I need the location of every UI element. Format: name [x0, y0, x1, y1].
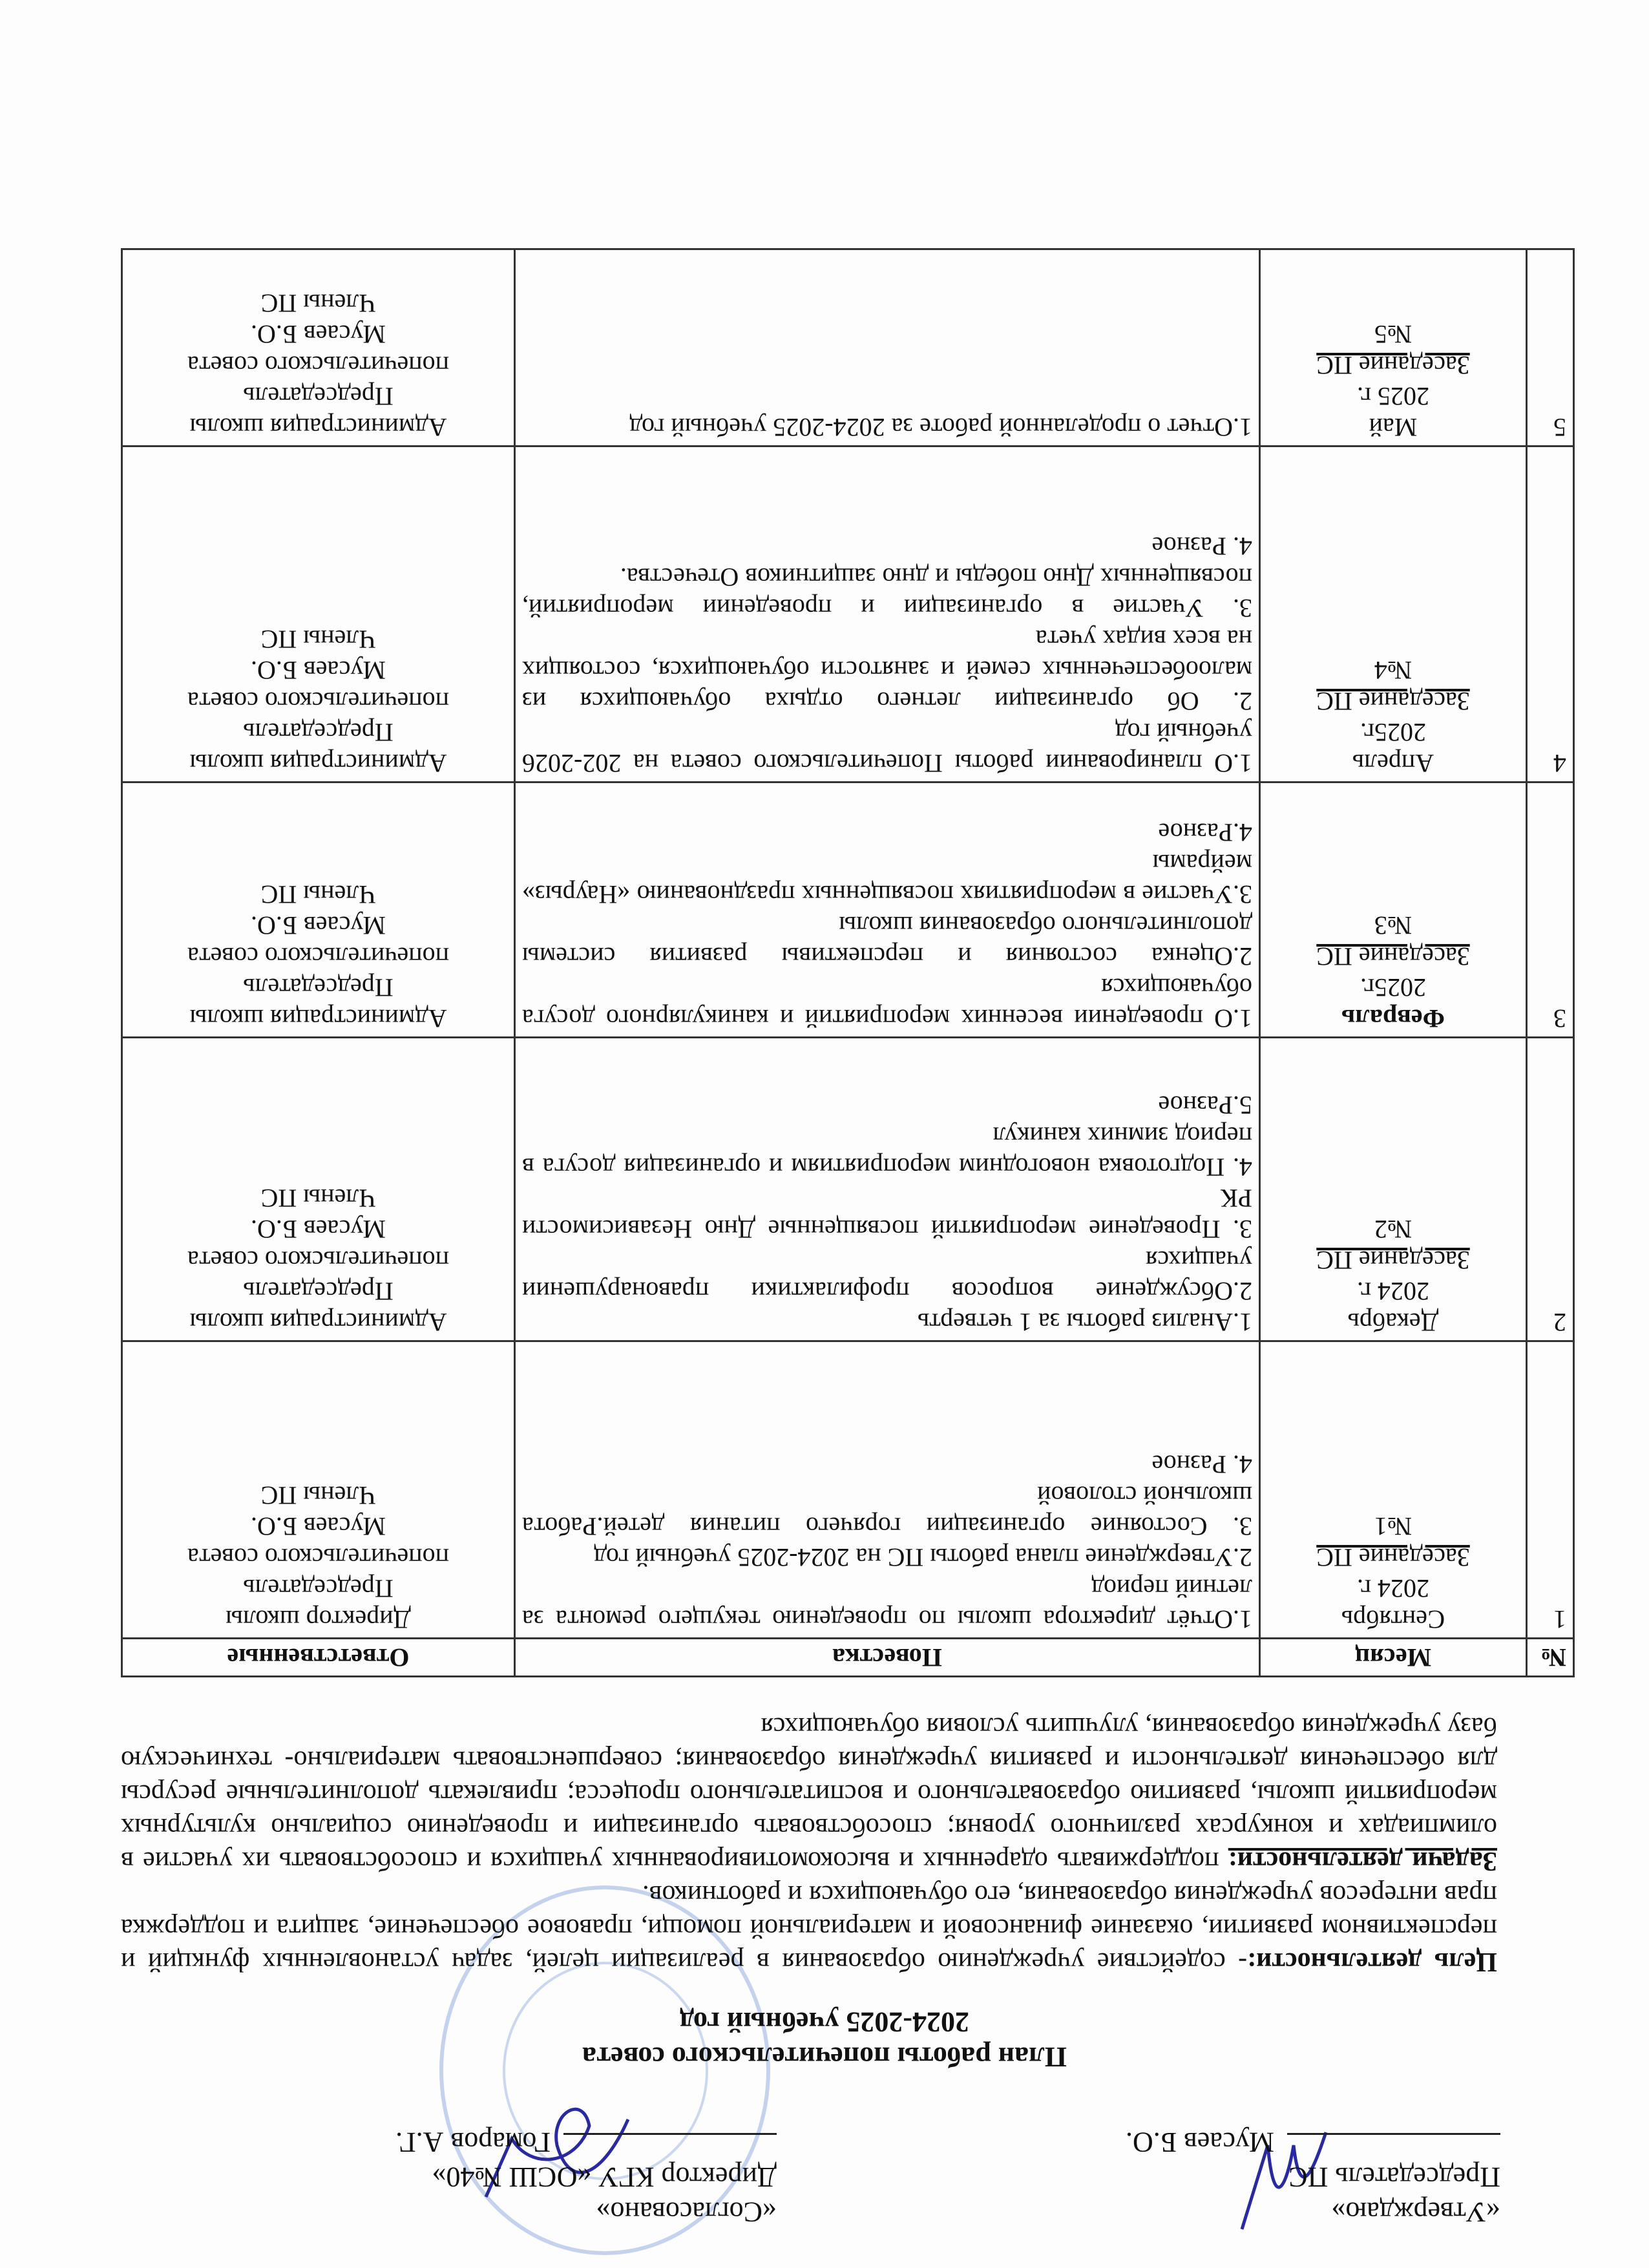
- year: 2024 г.: [1357, 1277, 1429, 1306]
- approve-role: Председатель ПС: [1288, 2161, 1500, 2193]
- responsible-item: Мусаев Б.О.: [250, 656, 386, 685]
- responsible-item: Председатель: [243, 1277, 394, 1306]
- agenda-cell: [515, 782, 1260, 1038]
- responsible-item: попечительского совета: [187, 942, 449, 971]
- table-row: [122, 782, 1574, 1038]
- agenda-item: 1.Анализ работы за 1 четверть: [917, 1308, 1252, 1337]
- meeting: Заседание ПС: [1316, 687, 1470, 716]
- responsible-item: Председатель: [243, 1574, 394, 1603]
- table-row: [122, 446, 1574, 782]
- responsible-item: попечительского совета: [187, 351, 449, 380]
- year: 2024 г.: [1357, 1574, 1429, 1603]
- agenda-cell: [515, 1038, 1260, 1341]
- meeting-number: №3: [1374, 911, 1413, 940]
- agenda-item: 4. Подготовка новогодним мероприятиям и организация досуга в период зимних каникул: [522, 1122, 1252, 1182]
- agenda-item: 3. Участие в организации и проведении мероприятий, посвященных Дню победы и дню защитников Отечества.: [522, 563, 1252, 623]
- row-number: 2: [1527, 1038, 1574, 1341]
- row-number: 4: [1527, 446, 1574, 782]
- page-title: [0, 2004, 1649, 2074]
- plan-table: [121, 248, 1575, 1677]
- responsible-item: Члены ПС: [260, 625, 376, 654]
- meeting-number: №2: [1374, 1215, 1413, 1244]
- responsible-item: Председатель: [243, 973, 394, 1002]
- responsible-item: Администрация школы: [189, 1308, 447, 1337]
- month: Февраль: [1341, 1004, 1445, 1033]
- meeting-number: №4: [1374, 656, 1413, 685]
- responsible-item: попечительского совета: [187, 1543, 449, 1572]
- goals-section: [121, 1710, 1497, 1979]
- row-number: 5: [1527, 249, 1574, 446]
- agenda-cell: [515, 446, 1260, 782]
- responsible-item: Члены ПС: [260, 289, 376, 318]
- meeting: Заседание ПС: [1316, 351, 1470, 380]
- header-responsible: Ответственные: [122, 1639, 515, 1677]
- tasks-text: поддерживать одаренных и высокомотивированных учащихся и способствовать их участие в олимпиадах и конкурсах различного уровня; способствовать организации и проведению социально культурных мероприятий школы, развитию образовательного и воспитательного процесса; привлекать дополнительные ресурсы для обеспечения деятельности и развития учреждения образования; совершенствовать материально- техническую базу учреждения образования, улучшить условия обучающихся: [120, 1712, 1497, 1876]
- agree-role: Директор КГУ «ОСШ №40»: [432, 2161, 777, 2193]
- row-number: 3: [1527, 782, 1574, 1038]
- responsible-cell: [122, 249, 515, 446]
- year: 2025г.: [1360, 973, 1426, 1002]
- agenda-cell: [515, 249, 1260, 446]
- month: Сентябрь: [1341, 1605, 1445, 1634]
- goal-paragraph: [121, 1878, 1497, 1979]
- responsible-item: попечительского совета: [187, 1246, 449, 1275]
- header-number: №: [1527, 1639, 1574, 1677]
- meeting: Заседание ПС: [1316, 1246, 1470, 1275]
- responsible-item: Председатель: [243, 382, 394, 411]
- responsible-item: Председатель: [243, 718, 394, 747]
- month-cell: [1260, 249, 1527, 446]
- goal-text: - содействие учреждению образования в реализации целей, задач установленных функций и перспективном развитии, оказание финансовой и материальной помощи, правовое обеспечение, защита и поддержка прав интересов учреждения образования, его обучающихся и работников.: [121, 1880, 1497, 1977]
- document-body: [0, 171, 1649, 2268]
- responsible-item: Администрация школы: [189, 413, 447, 442]
- responsible-item: Члены ПС: [260, 1481, 376, 1510]
- responsible-item: Мусаев Б.О.: [250, 911, 386, 940]
- responsible-item: Члены ПС: [260, 1184, 376, 1213]
- responsible-item: Мусаев Б.О.: [250, 1215, 386, 1244]
- agenda-item: 1.О планировании работы Попечительского совета на 202-2026 учебный год: [522, 718, 1252, 778]
- agenda-item: 3. Проведение мероприятий посвященные Дню Независимости РК: [522, 1184, 1252, 1244]
- responsible-item: попечительского совета: [187, 687, 449, 716]
- agree-name: Гомаров А.Г.: [395, 2126, 551, 2158]
- agenda-item: 2.Оценка состояния и перспективы развития системы дополнительного образования школы: [522, 911, 1252, 971]
- agree-heading: «Согласовано»: [596, 2196, 777, 2228]
- meeting-number: №1: [1374, 1512, 1413, 1541]
- responsible-cell: [122, 1038, 515, 1341]
- responsible-item: Администрация школы: [189, 749, 447, 778]
- table-row: [122, 1341, 1574, 1639]
- agenda-item: 4.Разное: [1158, 818, 1252, 847]
- agenda-item: 5.Разное: [1158, 1091, 1252, 1120]
- agenda-item: 4. Разное: [1151, 532, 1252, 561]
- agenda-cell: [515, 1341, 1260, 1639]
- month: Апрель: [1352, 749, 1434, 778]
- responsible-item: Мусаев Б.О.: [250, 320, 386, 349]
- title-year: 2024-2025 учебный год: [680, 2006, 969, 2038]
- responsible-cell: [122, 446, 515, 782]
- goal-label: Цель деятельности:: [1247, 1947, 1497, 1977]
- month-cell: [1260, 446, 1527, 782]
- agenda-item: 3.Участие в мероприятиях посвященных празднованию «Наурыз» мейрамы: [522, 849, 1252, 909]
- year: 2025 г.: [1357, 382, 1429, 411]
- agenda-item: 1.Отчет о проделанной работе за 2024-2025 учебный год: [629, 413, 1252, 442]
- header-agenda: Повестка: [515, 1639, 1260, 1677]
- responsible-item: Директор школы: [226, 1605, 411, 1634]
- meeting-number: №5: [1374, 320, 1413, 349]
- responsible-item: Администрация школы: [189, 1004, 447, 1033]
- month-cell: [1260, 1038, 1527, 1341]
- agenda-item: 2. Об организации летнего отдыха обучающихся из малообеспеченных семей и занятости обучающихся, состоящих на всех видах учета: [522, 625, 1252, 716]
- meeting: Заседание ПС: [1316, 942, 1470, 971]
- year: 2025г.: [1360, 718, 1426, 747]
- month-cell: [1260, 782, 1527, 1038]
- month: Май: [1369, 413, 1418, 442]
- agenda-item: 3. Состояние организации горячего питания детей.Работа школьной столовой: [522, 1481, 1252, 1541]
- meeting: Заседание ПС: [1316, 1543, 1470, 1572]
- title-line: План работы попечительского совета: [582, 2041, 1067, 2073]
- tasks-paragraph: [121, 1710, 1497, 1878]
- agenda-item: 1.О проведении весенних мероприятий и каникулярного досуга обучающихся: [522, 973, 1252, 1033]
- tasks-label: Задачи деятельности:: [1228, 1846, 1497, 1876]
- agenda-item: 1.Отчёт директора школы по проведению текущего ремонта за летний период: [522, 1574, 1252, 1634]
- responsible-item: Мусаев Б.О.: [250, 1512, 386, 1541]
- agenda-item: 4. Разное: [1151, 1450, 1252, 1479]
- table-row: [122, 249, 1574, 446]
- header-month: Месяц: [1260, 1639, 1527, 1677]
- approve-heading: «Утверждаю»: [1331, 2196, 1500, 2228]
- month-cell: [1260, 1341, 1527, 1639]
- row-number: 1: [1527, 1341, 1574, 1639]
- responsible-item: Члены ПС: [260, 880, 376, 909]
- month: Декабрь: [1347, 1308, 1439, 1337]
- responsible-cell: [122, 782, 515, 1038]
- table-row: [122, 1038, 1574, 1341]
- agenda-item: 2.Утверждение плана работы ПС на 2024-2025 учебный год: [593, 1543, 1252, 1572]
- agenda-item: 2.Обсуждение вопросов профилактики правонарушении учащихся: [522, 1246, 1252, 1306]
- table-header-row: [122, 1639, 1574, 1677]
- approve-name: Мусаев Б.О.: [1126, 2126, 1274, 2158]
- responsible-cell: [122, 1341, 515, 1639]
